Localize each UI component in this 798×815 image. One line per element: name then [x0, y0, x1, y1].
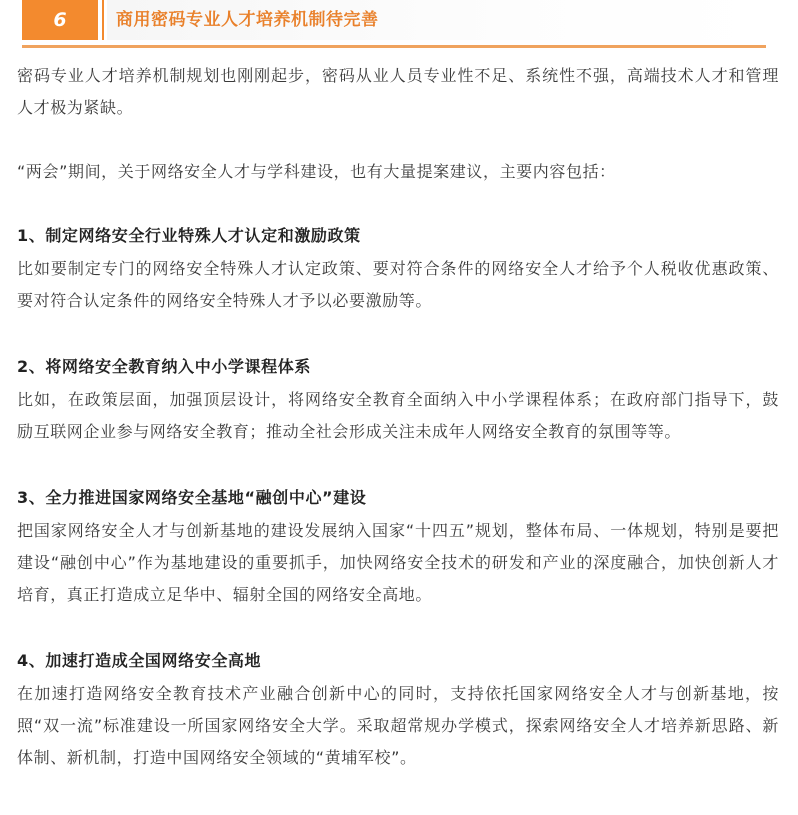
section-number-divider: [102, 0, 104, 40]
lianghui-paragraph: “两会”期间，关于网络安全人才与学科建设，也有大量提案建议，主要内容包括：: [17, 162, 616, 181]
proposal-heading-4: 4、加速打造成全国网络安全高地: [17, 651, 262, 670]
intro-paragraph: 密码专业人才培养机制规划也刚刚起步，密码从业人员专业性不足、系统性不强，高端技术人才和管理人才极为紧缺。: [17, 66, 779, 117]
proposal-body-4: 在加速打造网络安全教育技术产业融合创新中心的同时，支持依托国家网络安全人才与创新基地，按照“双一流”标准建设一所国家网络安全大学。采取超常规办学模式，探索网络安全人才培养新思路、新体制、新机制，打造中国网络安全领域的“黄埔军校”。: [17, 684, 779, 767]
section-header: [22, 0, 766, 48]
proposal-heading-1: 1、制定网络安全行业特殊人才认定和激励政策: [17, 226, 361, 245]
proposal-heading-3: 3、全力推进国家网络安全基地“融创中心”建设: [17, 488, 367, 507]
proposal-heading-2: 2、将网络安全教育纳入中小学课程体系: [17, 357, 311, 376]
section-title: 商用密码专业人才培养机制待完善: [116, 10, 379, 30]
section-number-badge: 6: [22, 0, 98, 40]
proposal-body-3: 把国家网络安全人才与创新基地的建设发展纳入国家“十四五”规划，整体布局、一体规划，特别是要把建设“融创中心”作为基地建设的重要抓手，加快网络安全技术的研发和产业的深度融合，加快创新人才培育，真正打造成立足华中、辐射全国的网络安全高地。: [17, 521, 779, 604]
section-underline: [22, 45, 766, 48]
proposal-body-2: 比如，在政策层面，加强顶层设计，将网络安全教育全面纳入中小学课程体系；在政府部门指导下，鼓励互联网企业参与网络安全教育；推动全社会形成关注未成年人网络安全教育的氛围等等。: [17, 390, 779, 441]
article-body: [17, 60, 779, 774]
proposal-body-1: 比如要制定专门的网络安全特殊人才认定政策、要对符合条件的网络安全人才给予个人税收优惠政策、要对符合认定条件的网络安全特殊人才予以必要激励等。: [17, 259, 779, 310]
